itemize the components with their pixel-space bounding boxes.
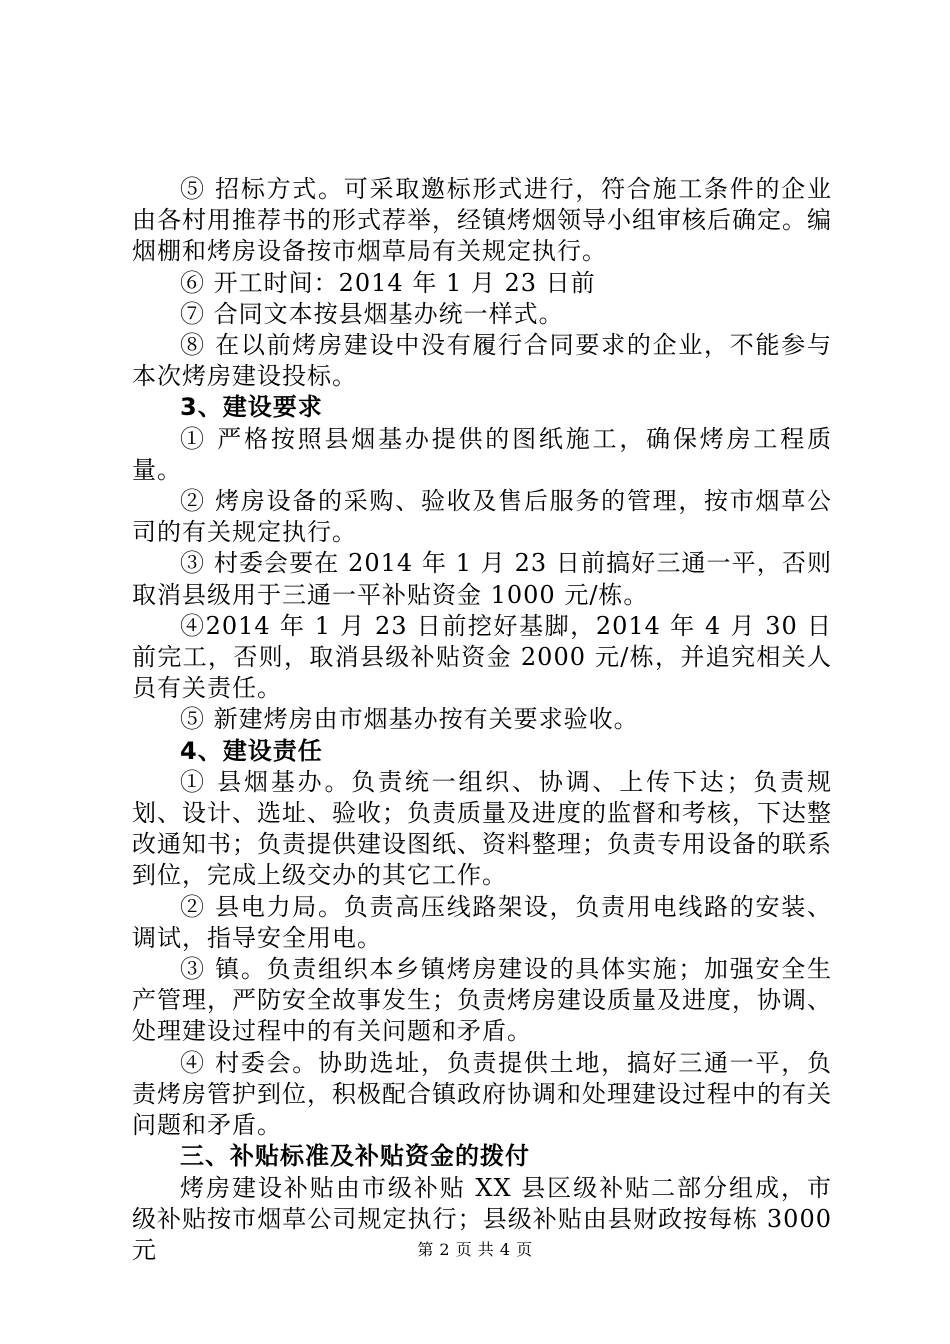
paragraph-start-time: ⑥ 开工时间：2014 年 1 月 23 日前 — [180, 268, 596, 297]
paragraph-requirement-3: ③ 村委会要在 2014 年 1 月 23 日前搞好三通一平，否则取消县级用于三通一平补贴资金 1000 元/栋。 — [132, 549, 832, 609]
paragraph-bid-eligibility: ⑧ 在以前烤房建设中没有履行合同要求的企业，不能参与本次烤房建设投标。 — [132, 331, 832, 391]
section-heading-subsidy: 三、补贴标准及补贴资金的拨付 — [180, 1142, 530, 1171]
paragraph-requirement-4: ④2014 年 1 月 23 日前挖好基脚，2014 年 4 月 30 日前完工，否则，取消县级补贴资金 2000 元/栋，并追究相关人员有关责任。 — [132, 611, 832, 703]
paragraph-requirement-1: ① 严格按照县烟基办提供的图纸施工，确保烤房工程质量。 — [132, 424, 832, 484]
paragraph-responsibility-3: ③ 镇。负责组织本乡镇烤房建设的具体实施；加强安全生产管理，严防安全故事发生；负责烤房建设质量及进度，协调、处理建设过程中的有关问题和矛盾。 — [132, 955, 832, 1046]
paragraph-contract-template: ⑦ 合同文本按县烟基办统一样式。 — [180, 299, 564, 328]
document-body — [132, 174, 832, 1266]
paragraph-responsibility-1: ① 县烟基办。负责统一组织、协调、上传下达；负责规划、设计、选址、验收；负责质量及进度的监督和考核，下达整改通知书；负责提供建设图纸、资料整理；负责专用设备的联系到位，完成上级交办的其它工作。 — [132, 767, 832, 890]
paragraph-bid-method: ⑤ 招标方式。可采取邀标形式进行，符合施工条件的企业由各村用推荐书的形式荐举，经镇烤烟领导小组审核后确定。编烟棚和烤房设备按市烟草局有关规定执行。 — [132, 175, 832, 266]
paragraph-responsibility-4: ④ 村委会。协助选址，负责提供土地，搞好三通一平，负责烤房管护到位，积极配合镇政府协调和处理建设过程中的有关问题和矛盾。 — [132, 1048, 832, 1140]
paragraph-subsidy: 烤房建设补贴由市级补贴 XX 县区级补贴二部分组成，市级补贴按市烟草公司规定执行；县级补贴由县财政按每栋 3000 元 — [132, 1173, 832, 1264]
paragraph-requirement-2: ② 烤房设备的采购、验收及售后服务的管理，按市烟草公司的有关规定执行。 — [132, 487, 832, 547]
paragraph-responsibility-2: ② 县电力局。负责高压线路架设，负责用电线路的安装、调试，指导安全用电。 — [132, 892, 832, 952]
page-footer: 第 2 页 共 4 页 — [417, 1240, 533, 1259]
paragraph-requirement-5: ⑤ 新建烤房由市烟基办按有关要求验收。 — [180, 705, 639, 734]
section-heading-construction-requirements: 3、建设要求 — [180, 393, 323, 422]
section-heading-construction-responsibility: 4、建设责任 — [180, 736, 323, 765]
